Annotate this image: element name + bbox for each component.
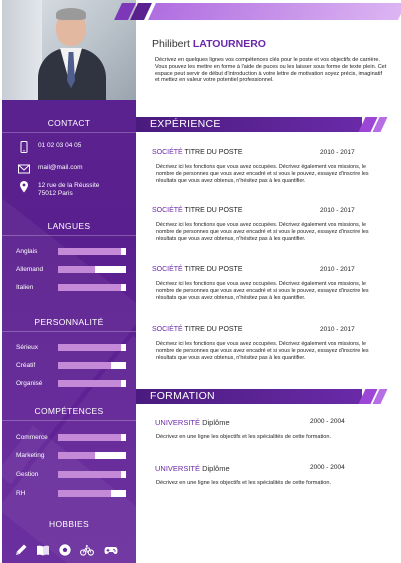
personality-bar <box>58 362 126 369</box>
address-line1: 12 rue de la Réussite <box>38 182 100 189</box>
pencil-icon <box>14 543 28 557</box>
languages-title: LANGUES <box>47 221 91 231</box>
skill-label: Commerce <box>16 434 48 441</box>
hobbies-title: HOBBIES <box>49 519 89 529</box>
phone-text: 01 02 03 04 05 <box>38 142 82 149</box>
language-label: Italien <box>16 284 34 291</box>
personality-row <box>16 361 132 370</box>
skill-label: RH <box>16 490 26 497</box>
contact-title: CONTACT <box>47 118 91 128</box>
experience-title: EXPÉRIENCE <box>150 118 221 130</box>
skill-row <box>16 433 132 442</box>
education-title-line: UNIVERSITÉ Diplôme <box>155 464 230 473</box>
bicycle-icon <box>80 543 94 557</box>
personality-title: PERSONNALITÉ <box>34 317 104 327</box>
skill-bar <box>58 471 126 478</box>
language-bar <box>58 284 126 291</box>
divider <box>2 132 136 133</box>
gamepad-icon <box>104 543 118 557</box>
job-dates: 2010 - 2017 <box>320 207 355 214</box>
phone-icon <box>18 141 30 153</box>
email-text: mail@mail.com <box>38 164 83 171</box>
job-dates: 2010 - 2017 <box>320 149 355 156</box>
personality-row <box>16 379 132 388</box>
job-description: Décrivez ici les fonctions que vous avez occupées. Décrivez également vos missions, le nombre de personnes que vous avez encadré et si vous le pouvez, essayez d'inscrire les résultats que vous avez obtenus, n'hésitez pas à les quantifier. <box>156 164 369 184</box>
skills-title: COMPÉTENCES <box>34 406 104 416</box>
job-dates: 2010 - 2017 <box>320 266 355 273</box>
language-bar <box>58 248 126 255</box>
address-line2: 75012 Paris <box>38 190 73 197</box>
education-dates: 2000 - 2004 <box>310 464 345 471</box>
candidate-name <box>152 38 266 50</box>
job-title: SOCIÉTÉ TITRE DU POSTE <box>152 326 243 333</box>
personality-label: Sérieux <box>16 344 39 351</box>
skill-row <box>16 489 132 498</box>
skill-bar <box>58 434 126 441</box>
personality-bar <box>58 344 126 351</box>
education-description: Décrivez en une ligne les objectifs et les spécialités de cette formation. <box>156 434 332 440</box>
divider <box>2 235 136 236</box>
skill-row <box>16 470 132 479</box>
book-icon <box>36 543 50 557</box>
last-name: LATOURNERO <box>192 38 266 50</box>
profile-intro: Décrivez en quelques lignes vos compétences clés pour le poste et vos objectifs de carrière. Vous pouvez les mettre en forme à l'aide de puces ou les laisser sous forme de texte plein. Cet espace peut servir de début d'introduction à votre lettre de motivation soyez précis, imaginatif et mettez en valeur votre potentiel professionnel. <box>155 57 387 84</box>
education-description: Décrivez en une ligne les objectifs et les spécialités de cette formation. <box>156 480 332 486</box>
envelope-icon <box>18 163 30 175</box>
education-title: FORMATION <box>150 390 215 402</box>
job-dates: 2010 - 2017 <box>320 326 355 333</box>
location-pin-icon <box>18 181 30 193</box>
hobbies-icons <box>14 543 126 557</box>
education-dates: 2000 - 2004 <box>310 418 345 425</box>
skill-label: Gestion <box>16 471 39 478</box>
skill-bar <box>58 490 126 497</box>
language-row <box>16 265 132 274</box>
skill-label: Marketing <box>16 452 45 459</box>
soccer-ball-icon <box>58 543 72 557</box>
language-label: Allemand <box>16 266 44 273</box>
job-description: Décrivez ici les fonctions que vous avez occupées. Décrivez également vos missions, le nombre de personnes que vous avez encadré et si vous le pouvez, essayez d'inscrire les résultats que vous avez obtenus, n'hésitez pas à les quantifier. <box>156 281 369 301</box>
personality-row <box>16 343 132 352</box>
language-row <box>16 247 132 256</box>
skill-bar <box>58 452 126 459</box>
education-title-line: UNIVERSITÉ Diplôme <box>155 418 230 427</box>
language-row <box>16 283 132 292</box>
job-title: SOCIÉTÉ TITRE DU POSTE <box>152 207 243 214</box>
job-description: Décrivez ici les fonctions que vous avez occupées. Décrivez également vos missions, le nombre de personnes que vous avez encadré et si vous le pouvez, essayez d'inscrire les résultats que vous avez obtenus, n'hésitez pas à les quantifier. <box>156 341 369 361</box>
divider <box>2 331 136 332</box>
header-decoration <box>148 3 401 20</box>
personality-label: Organisé <box>16 380 43 387</box>
job-title: SOCIÉTÉ TITRE DU POSTE <box>152 266 243 273</box>
job-title: SOCIÉTÉ TITRE DU POSTE <box>152 149 243 156</box>
job-description: Décrivez ici les fonctions que vous avez occupées. Décrivez également vos missions, le nombre de personnes que vous avez encadré et si vous le pouvez, essayez d'inscrire les résultats que vous avez obtenus, n'hésitez pas à les quantifier. <box>156 222 369 242</box>
language-label: Anglais <box>16 248 38 255</box>
first-name: Philibert <box>152 38 190 50</box>
language-bar <box>58 266 126 273</box>
skill-row <box>16 451 132 460</box>
personality-bar <box>58 380 126 387</box>
personality-label: Créatif <box>16 362 36 369</box>
divider <box>2 420 136 421</box>
